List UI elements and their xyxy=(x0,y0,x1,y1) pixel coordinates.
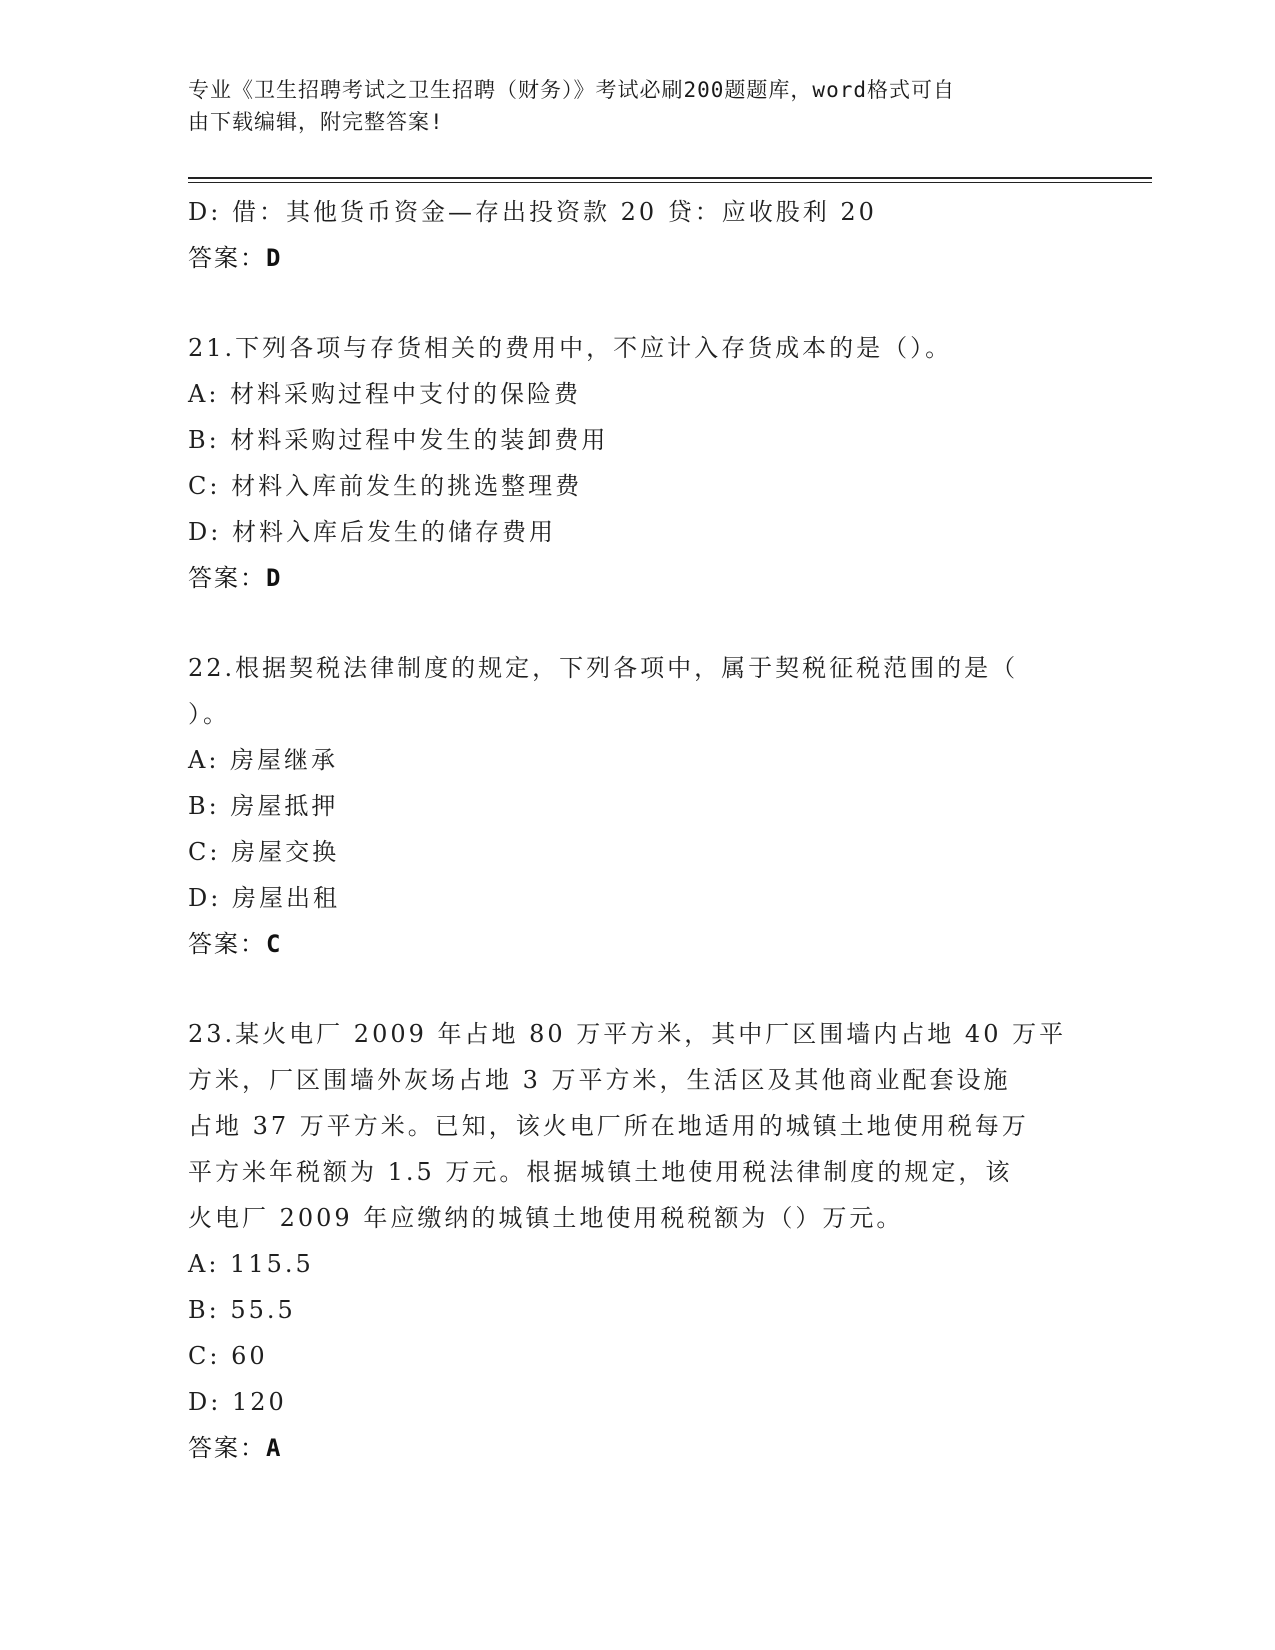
question-22 xyxy=(188,645,1088,967)
option-c: C: 材料入库前发生的挑选整理费 xyxy=(188,472,583,500)
question-list xyxy=(188,189,1088,1471)
option-b: B: 55.5 xyxy=(188,1296,296,1324)
option-c: C: 房屋交换 xyxy=(188,838,340,866)
question-stem-line-1: 23.某火电厂 2009 年占地 80 万平方米，其中厂区围墙内占地 40 万平 xyxy=(188,1020,1067,1048)
answer-value: C xyxy=(266,930,282,958)
question-23 xyxy=(188,1011,1088,1471)
question-stem-line-5: 火电厂 2009 年应缴纳的城镇土地使用税税额为（）万元。 xyxy=(188,1204,904,1232)
question-stem-line-3: 占地 37 万平方米。已知，该火电厂所在地适用的城镇土地使用税每万 xyxy=(188,1112,1029,1140)
header-line-2: 由下载编辑，附完整答案! xyxy=(188,110,444,134)
question-stem-line-1: 22.根据契税法律制度的规定，下列各项中，属于契税征税范围的是（ xyxy=(188,654,1019,682)
question-stem-line-2: ）。 xyxy=(188,700,230,728)
answer xyxy=(188,555,1088,601)
answer-value: D xyxy=(266,244,282,272)
option-d: D: 材料入库后发生的储存费用 xyxy=(188,518,556,546)
header-line-1: 专业《卫生招聘考试之卫生招聘（财务）》考试必刷200题题库，word格式可自 xyxy=(188,78,955,102)
option-b: B: 房屋抵押 xyxy=(188,792,339,820)
option-b: B: 材料采购过程中发生的装卸费用 xyxy=(188,426,609,454)
option-a: A: 房屋继承 xyxy=(188,746,339,774)
option-d: D: 房屋出租 xyxy=(188,884,340,912)
spacer xyxy=(188,967,1088,1011)
answer-value: D xyxy=(266,564,282,592)
question-21 xyxy=(188,325,1088,601)
answer-label: 答案： xyxy=(188,930,266,958)
document-header xyxy=(188,74,1068,138)
option-c: C: 60 xyxy=(188,1342,268,1370)
option-d: D: 120 xyxy=(188,1388,287,1416)
header-divider-thick xyxy=(188,177,1152,179)
answer-label: 答案： xyxy=(188,1434,266,1462)
answer xyxy=(188,921,1088,967)
header-divider-thin xyxy=(188,182,1152,183)
answer-value: A xyxy=(266,1434,282,1462)
answer-label: 答案： xyxy=(188,244,266,272)
question-stem-line-4: 平方米年税额为 1.5 万元。根据城镇土地使用税法律制度的规定，该 xyxy=(188,1158,1013,1186)
option-a: A: 115.5 xyxy=(188,1250,314,1278)
answer xyxy=(188,1425,1088,1471)
answer-label: 答案： xyxy=(188,564,266,592)
option-a: A: 材料采购过程中支付的保险费 xyxy=(188,380,582,408)
spacer xyxy=(188,601,1088,645)
prev-option-d: D: 借：其他货币资金—存出投资款 20 贷：应收股利 20 xyxy=(188,198,877,226)
question-stem: 21.下列各项与存货相关的费用中，不应计入存货成本的是（）。 xyxy=(188,334,953,362)
question-stem-line-2: 方米，厂区围墙外灰场占地 3 万平方米，生活区及其他商业配套设施 xyxy=(188,1066,1011,1094)
spacer xyxy=(188,281,1088,325)
prev-answer xyxy=(188,235,1088,281)
